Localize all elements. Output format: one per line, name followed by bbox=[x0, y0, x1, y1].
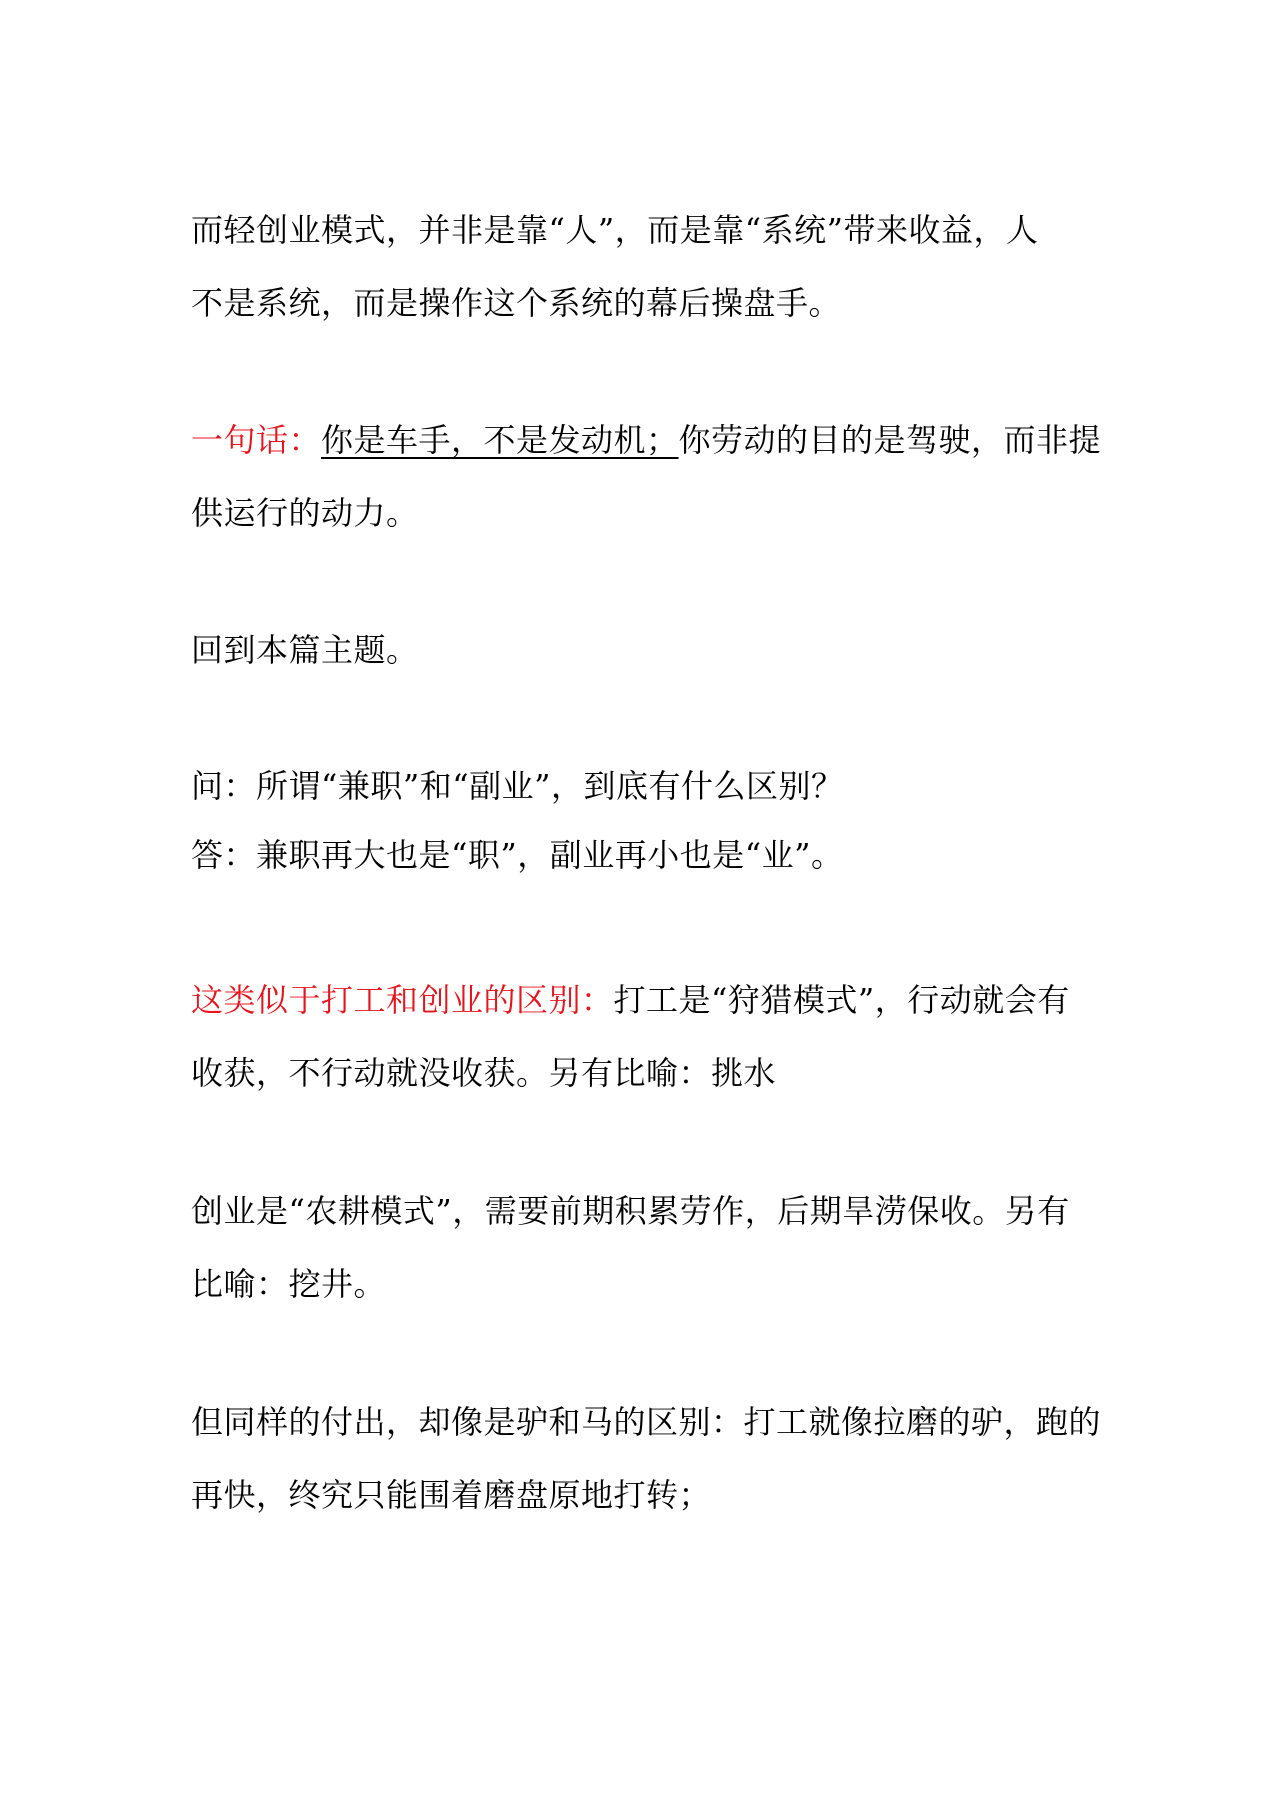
paragraph-farming-mode bbox=[191, 1175, 1091, 1321]
paragraph-line: 但同样的付出，却像是驴和马的区别：打工就像拉磨的驴，跑的 bbox=[191, 1403, 1102, 1441]
paragraph-line: 而轻创业模式，并非是靠“人”，而是靠“系统”带来收益，人 bbox=[191, 211, 1039, 249]
highlight-lead-text: 一句话： bbox=[191, 421, 322, 459]
paragraph-qa bbox=[191, 752, 1091, 890]
answer-line: 答：兼职再大也是“职”，副业再小也是“业”。 bbox=[191, 836, 844, 874]
paragraph-line: 创业是“农耕模式”，需要前期积累劳作，后期旱涝保收。另有 bbox=[191, 1192, 1070, 1230]
paragraph-line bbox=[191, 404, 1102, 477]
paragraph-line: 收获，不行动就没收获。另有比喻：挑水 bbox=[191, 1054, 777, 1092]
paragraph-light-startup bbox=[191, 194, 1091, 340]
underlined-text: 你是车手，不是发动机； bbox=[321, 421, 679, 459]
highlight-lead-text: 这类似于打工和创业的区别： bbox=[191, 981, 614, 1019]
body-text: 你劳动的目的是驾驶，而非提 bbox=[678, 421, 1102, 459]
paragraph-one-sentence bbox=[191, 404, 1102, 550]
paragraph-donkey-horse bbox=[191, 1386, 1102, 1532]
paragraph-line: 不是系统，而是操作这个系统的幕后操盘手。 bbox=[191, 284, 842, 322]
paragraph-line: 再快，终究只能围着磨盘原地打转； bbox=[191, 1476, 712, 1514]
question-line: 问：所谓“兼职”和“副业”，到底有什么区别？ bbox=[191, 767, 844, 805]
paragraph-line: 回到本篇主题。 bbox=[191, 631, 419, 669]
paragraph-topic-return bbox=[191, 614, 1091, 687]
paragraph-line: 供运行的动力。 bbox=[191, 494, 419, 532]
paragraph-line: 比喻：挖井。 bbox=[191, 1265, 387, 1303]
body-text: 打工是“狩猎模式”，行动就会有 bbox=[613, 981, 1070, 1019]
paragraph-line bbox=[191, 964, 1091, 1037]
paragraph-work-vs-startup bbox=[191, 964, 1091, 1110]
